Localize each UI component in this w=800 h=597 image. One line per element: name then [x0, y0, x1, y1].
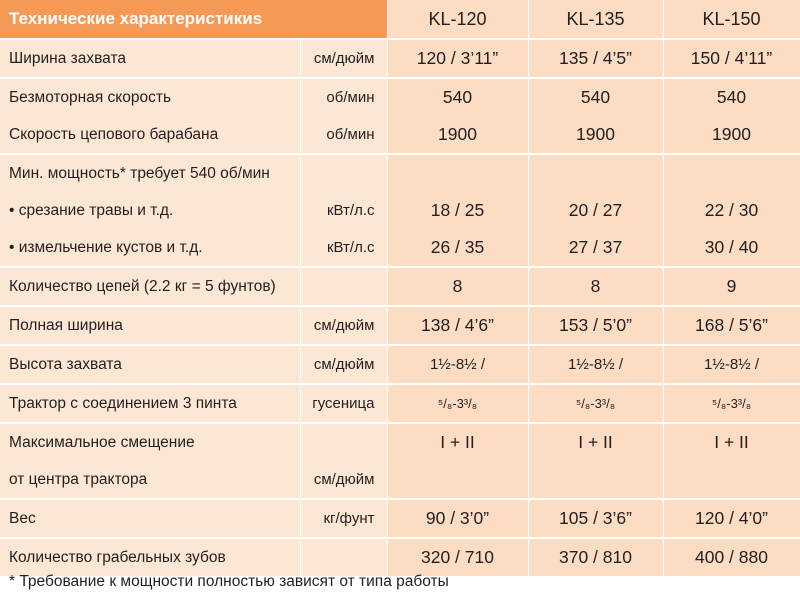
row-value: 138 / 4’6”	[387, 306, 528, 345]
row-label: Полная ширина	[0, 306, 300, 345]
row-unit: об/мин	[300, 78, 387, 116]
table-row	[0, 154, 800, 192]
row-label: Вес	[0, 499, 300, 538]
row-label: от центра трактора	[0, 461, 300, 499]
row-value	[528, 154, 663, 192]
model-header-kl135: KL-135	[528, 0, 663, 39]
row-unit: см/дюйм	[300, 345, 387, 384]
row-value: I + II	[663, 423, 800, 461]
row-value: 18 / 25	[387, 192, 528, 229]
row-unit: кВт/л.с	[300, 192, 387, 229]
row-label: • срезание травы и т.д.	[0, 192, 300, 229]
row-label: Количество цепей (2.2 кг = 5 фунтов)	[0, 267, 300, 306]
row-label: Скорость цепового барабана	[0, 116, 300, 154]
row-value: 20 / 27	[528, 192, 663, 229]
row-value: 22 / 30	[663, 192, 800, 229]
table-row	[0, 192, 800, 229]
row-unit: см/дюйм	[300, 461, 387, 499]
unit-header	[300, 0, 387, 39]
row-value	[663, 154, 800, 192]
row-unit	[300, 267, 387, 306]
row-value: 1900	[387, 116, 528, 154]
row-value: 1½-8½ /	[663, 345, 800, 384]
row-value: 400 / 880	[663, 538, 800, 576]
table-row	[0, 306, 800, 345]
row-unit	[300, 423, 387, 461]
row-value: 90 / 3’0”	[387, 499, 528, 538]
row-label: Максимальное смещение	[0, 423, 300, 461]
row-value	[663, 461, 800, 499]
table-row	[0, 116, 800, 154]
table-row	[0, 423, 800, 461]
row-value: 1½-8½ /	[387, 345, 528, 384]
table-row	[0, 267, 800, 306]
row-value: 8	[387, 267, 528, 306]
row-value: 30 / 40	[663, 229, 800, 267]
row-value: I + II	[387, 423, 528, 461]
row-value: 1900	[528, 116, 663, 154]
row-unit: кВт/л.с	[300, 229, 387, 267]
row-value: ⁵/₈-3³/₈	[387, 384, 528, 423]
row-value: 1900	[663, 116, 800, 154]
row-label: • измельчение кустов и т.д.	[0, 229, 300, 267]
row-label: Ширина захвата	[0, 39, 300, 78]
row-value: 120 / 4’0”	[663, 499, 800, 538]
row-value: 320 / 710	[387, 538, 528, 576]
row-value: 135 / 4’5”	[528, 39, 663, 78]
row-value	[528, 461, 663, 499]
table-row	[0, 345, 800, 384]
row-value: 8	[528, 267, 663, 306]
row-unit: об/мин	[300, 116, 387, 154]
row-value	[387, 461, 528, 499]
row-value	[387, 154, 528, 192]
table-row	[0, 229, 800, 267]
row-unit	[300, 154, 387, 192]
row-label: Количество грабельных зубов	[0, 538, 300, 576]
row-label: Высота захвата	[0, 345, 300, 384]
row-value: 540	[663, 78, 800, 116]
table-row	[0, 39, 800, 78]
model-header-kl150: KL-150	[663, 0, 800, 39]
table-row	[0, 538, 800, 576]
row-value: 150 / 4’11”	[663, 39, 800, 78]
table-header-row	[0, 0, 800, 39]
row-value: 540	[528, 78, 663, 116]
row-label: Трактор с соединением 3 пинта	[0, 384, 300, 423]
row-unit: см/дюйм	[300, 306, 387, 345]
row-value: ⁵/₈-3³/₈	[663, 384, 800, 423]
row-value: 27 / 37	[528, 229, 663, 267]
row-value: ⁵/₈-3³/₈	[528, 384, 663, 423]
row-value: 153 / 5’0”	[528, 306, 663, 345]
row-value: 105 / 3’6”	[528, 499, 663, 538]
row-label: Мин. мощность* требует 540 об/мин	[0, 154, 300, 192]
row-unit	[300, 538, 387, 576]
row-value: I + II	[528, 423, 663, 461]
row-value: 540	[387, 78, 528, 116]
table-row	[0, 384, 800, 423]
table-row	[0, 461, 800, 499]
row-value: 26 / 35	[387, 229, 528, 267]
model-header-kl120: KL-120	[387, 0, 528, 39]
row-unit: гусеница	[300, 384, 387, 423]
table-row	[0, 78, 800, 116]
row-unit: см/дюйм	[300, 39, 387, 78]
table-row	[0, 499, 800, 538]
footnote: * Требование к мощности полностью зависят от типа работы	[9, 573, 449, 590]
row-label: Безмоторная скорость	[0, 78, 300, 116]
row-value: 370 / 810	[528, 538, 663, 576]
row-value: 168 / 5’6”	[663, 306, 800, 345]
table-title: Технические характеристикиs	[0, 0, 300, 39]
row-unit: кг/фунт	[300, 499, 387, 538]
row-value: 120 / 3’11”	[387, 39, 528, 78]
row-value: 1½-8½ /	[528, 345, 663, 384]
row-value: 9	[663, 267, 800, 306]
